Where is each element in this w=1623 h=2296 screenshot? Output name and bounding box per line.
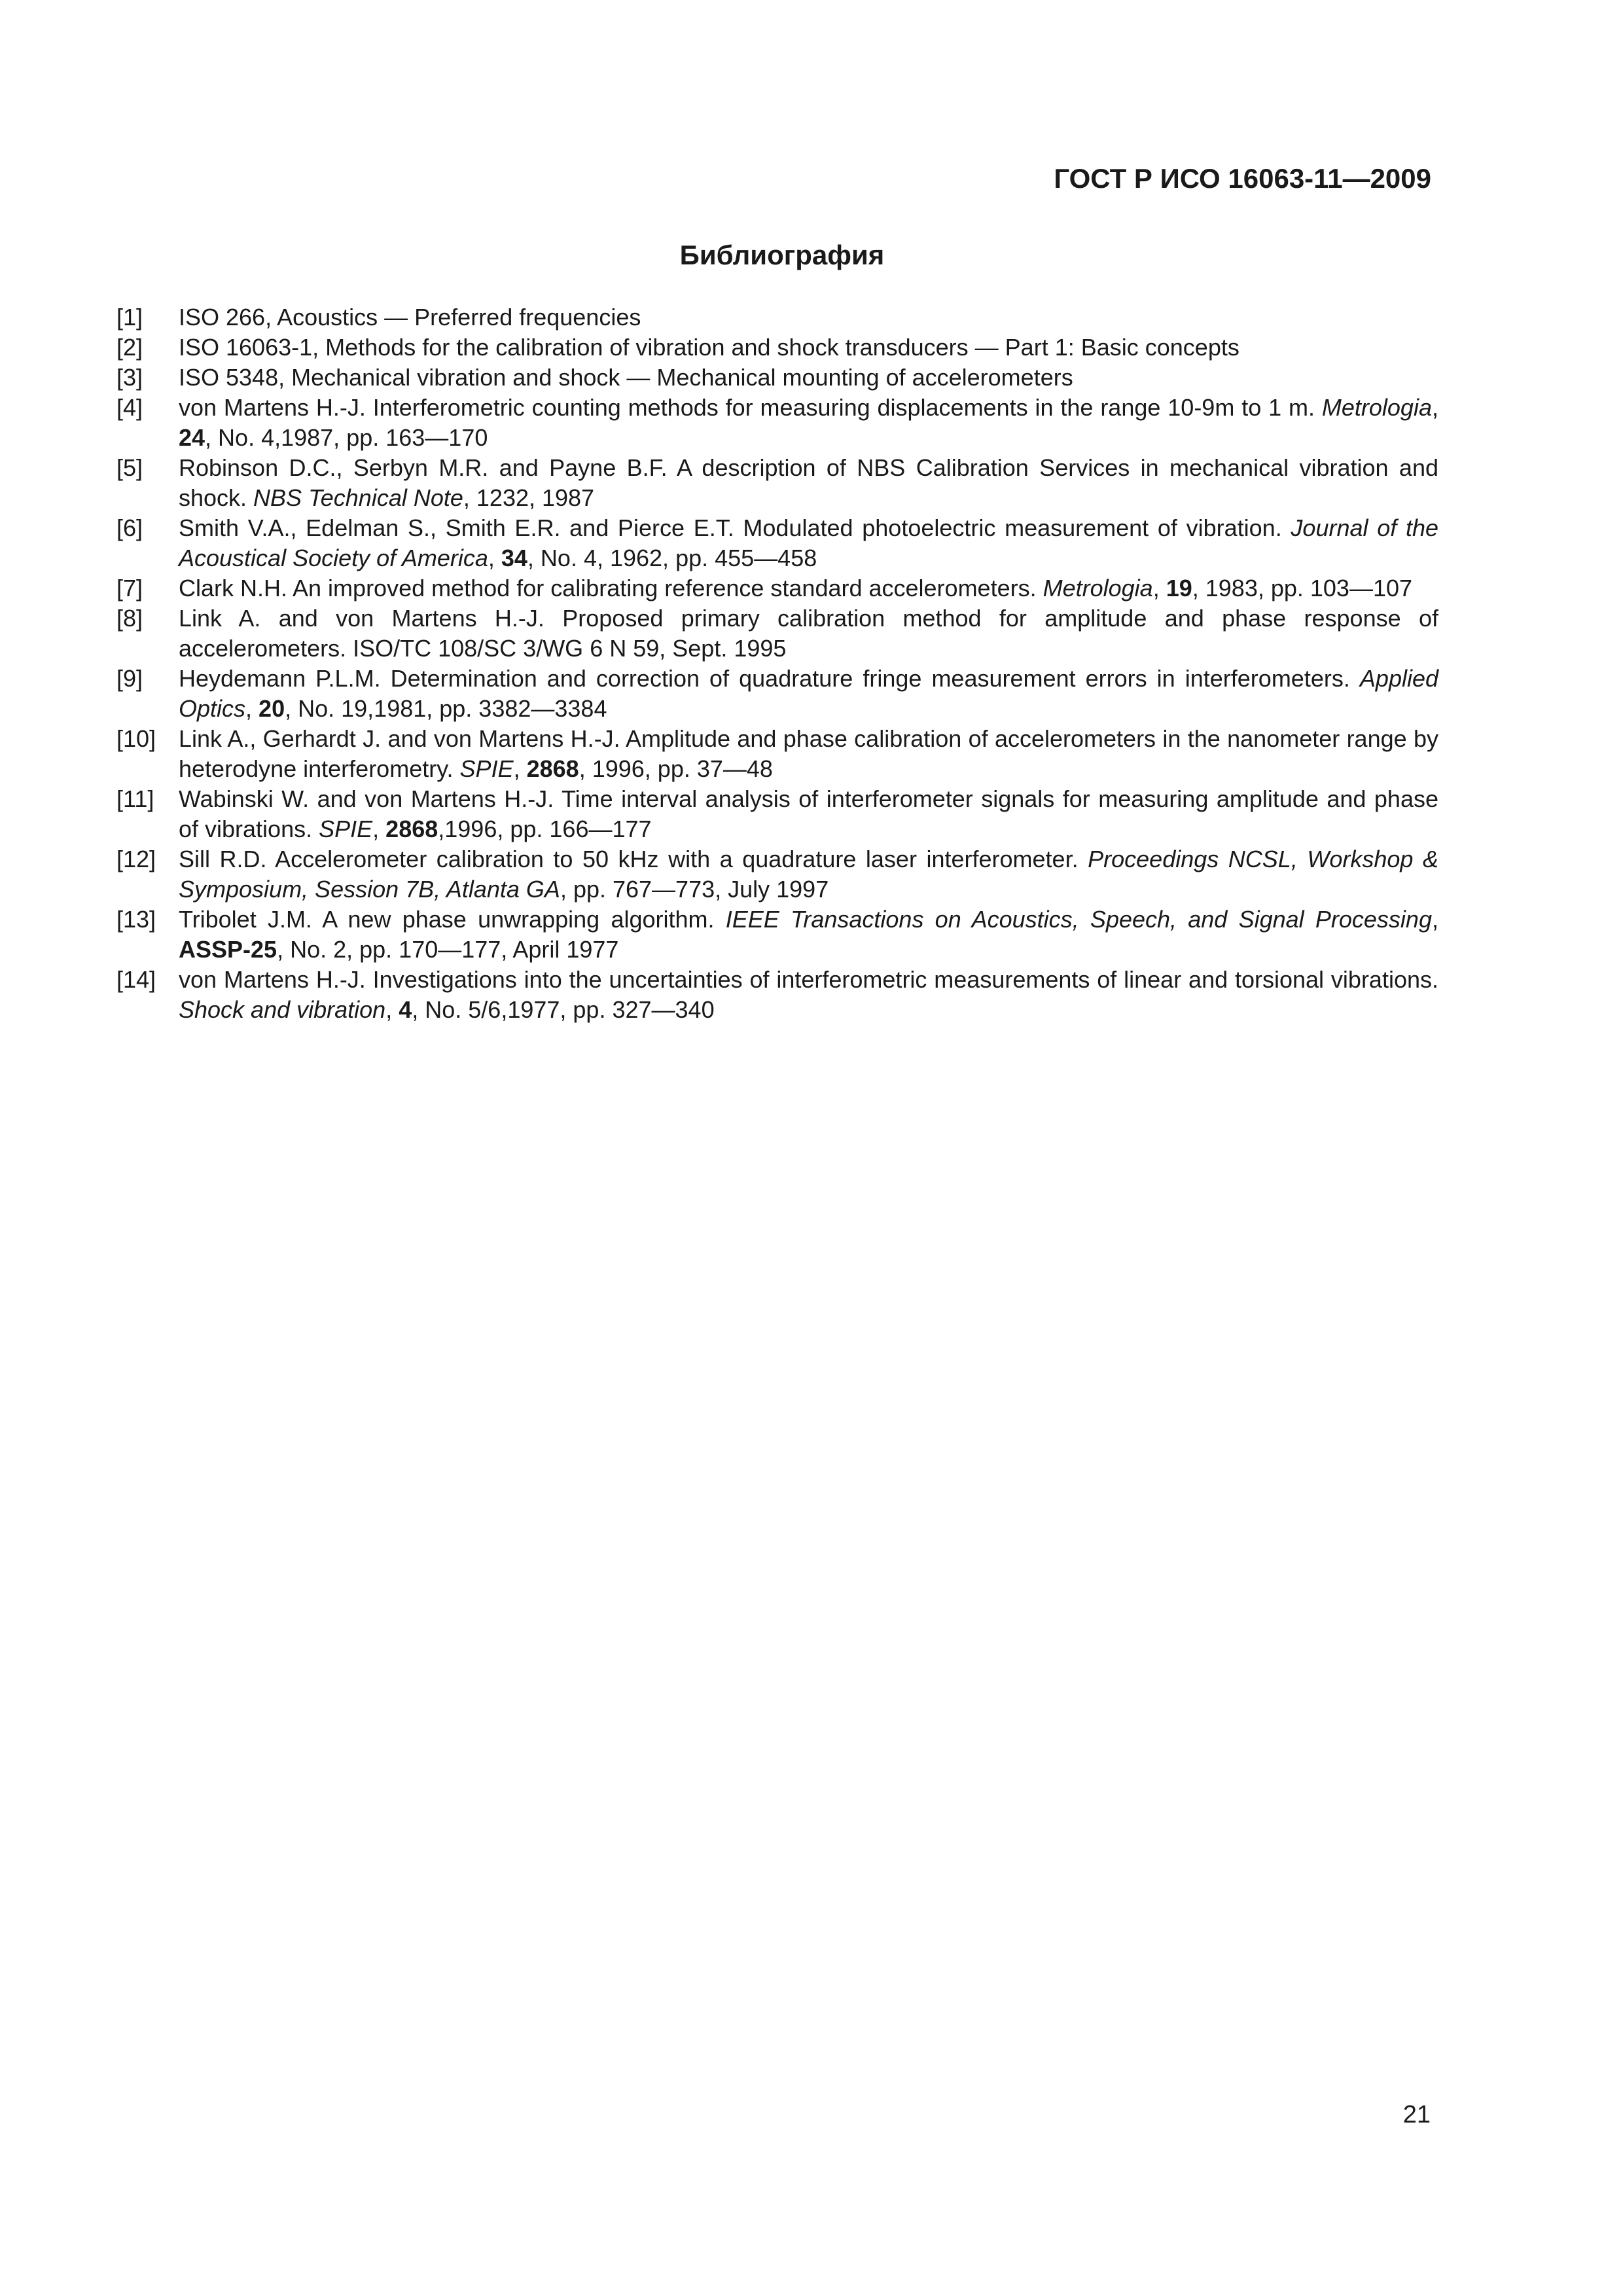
reference-text-part: , (488, 545, 501, 571)
reference-text-part: Link A., Gerhardt J. and von Martens H.-J. Amplitude and phase calibration of accelerometers in the nanometer range by heterodyne interferometry. (179, 725, 1438, 782)
reference-text-part: 2868 (526, 755, 579, 782)
reference-number: [10] (116, 725, 156, 752)
reference-text-part: Robinson D.C., Serbyn M.R. and Payne B.F. A description of NBS Calibration Services in mechanical vibration and shock. (179, 454, 1438, 511)
reference-item (116, 573, 1438, 603)
reference-item (116, 513, 1438, 573)
reference-text-part: 20 (259, 695, 285, 722)
reference-text-part: , No. 4,1987, pp. 163—170 (205, 424, 488, 451)
reference-number: [8] (116, 605, 143, 632)
reference-text-part: Sill R.D. Accelerometer calibration to 50 kHz with a quadrature laser interferometer. (179, 846, 1088, 872)
reference-text (179, 304, 641, 331)
reference-text-part: ISO 5348, Mechanical vibration and shock — Mechanical mounting of accelerometers (179, 364, 1073, 391)
reference-text (179, 364, 1073, 391)
reference-item (116, 724, 1438, 784)
reference-text-part: , 1232, 1987 (463, 484, 595, 511)
reference-text-part: Link A. and von Martens H.-J. Proposed primary calibration method for amplitude and phase response of accelerometers. ISO/TC 108/SC 3/WG 6 N 59, Sept. 1995 (179, 605, 1438, 662)
reference-text (179, 906, 1438, 963)
reference-text-part: Proceedings NCSL, Workshop & Symposium, Session 7B, Atlanta GA (179, 846, 1438, 903)
reference-text (179, 846, 1438, 903)
reference-number: [13] (116, 906, 156, 933)
reference-number: [2] (116, 334, 143, 361)
reference-text-part: Smith V.A., Edelman S., Smith E.R. and Pierce E.T. Modulated photoelectric measurement of vibration. (179, 514, 1291, 541)
reference-text-part: , 1996, pp. 37—48 (579, 755, 773, 782)
reference-number: [9] (116, 665, 143, 692)
reference-text (179, 966, 1438, 1023)
reference-text-part: , (385, 996, 399, 1023)
reference-number: [3] (116, 364, 143, 391)
reference-number: [7] (116, 575, 143, 601)
reference-text-part: von Martens H.-J. Interferometric counting methods for measuring displacements in the range 10-9m to 1 m. (179, 394, 1322, 421)
reference-item (116, 332, 1438, 363)
reference-number: [11] (116, 785, 154, 812)
reference-text-part: , (1431, 906, 1438, 933)
reference-text-part: IEEE Transactions on Acoustics, Speech, and Signal Processing (725, 906, 1432, 933)
reference-text-part: , No. 19,1981, pp. 3382—3384 (285, 695, 607, 722)
reference-list (116, 302, 1438, 1025)
reference-item (116, 302, 1438, 332)
reference-text-part: Heydemann P.L.M. Determination and correction of quadrature fringe measurement errors in interferometers. (179, 665, 1360, 692)
reference-text-part: , No. 4, 1962, pp. 455—458 (527, 545, 817, 571)
reference-text-part: Metrologia (1043, 575, 1153, 601)
bibliography-title: Библиография (679, 240, 885, 270)
reference-text-part: ISO 266, Acoustics — Preferred frequencies (179, 304, 641, 331)
reference-item (116, 844, 1438, 905)
reference-text-part: SPIE (319, 816, 373, 842)
reference-text (179, 454, 1438, 511)
reference-text-part: , (513, 755, 527, 782)
reference-text (179, 665, 1438, 722)
reference-item (116, 965, 1438, 1025)
reference-number: [12] (116, 846, 156, 872)
reference-number: [4] (116, 394, 143, 421)
reference-text (179, 605, 1438, 662)
reference-number: [1] (116, 304, 143, 331)
reference-text-part: Wabinski W. and von Martens H.-J. Time interval analysis of interferometer signals for measuring amplitude and phase of vibrations. (179, 785, 1438, 842)
reference-text-part: , (372, 816, 386, 842)
reference-text-part: , (1431, 394, 1438, 421)
standard-code-header: ГОСТ Р ИСО 16063-11—2009 (1054, 163, 1431, 194)
reference-text (179, 785, 1438, 842)
reference-text-part: , (245, 695, 259, 722)
reference-text-part: 24 (179, 424, 205, 451)
reference-text-part: , pp. 767—773, July 1997 (560, 876, 829, 903)
reference-text-part: , No. 5/6,1977, pp. 327—340 (412, 996, 715, 1023)
reference-item (116, 664, 1438, 724)
reference-text-part: ,1996, pp. 166—177 (438, 816, 652, 842)
reference-text (179, 575, 1412, 601)
reference-text-part: , (1152, 575, 1166, 601)
reference-text-part: NBS Technical Note (253, 484, 463, 511)
reference-number: [14] (116, 966, 156, 993)
reference-item (116, 603, 1438, 664)
reference-text-part: 34 (501, 545, 527, 571)
reference-item (116, 453, 1438, 513)
reference-text-part: Journal of the Acoustical Society of America (179, 514, 1438, 571)
reference-text-part: 2868 (385, 816, 438, 842)
reference-item (116, 905, 1438, 965)
page-number: 21 (1402, 2101, 1431, 2128)
reference-text-part: Tribolet J.M. A new phase unwrapping algorithm. (179, 906, 726, 933)
reference-text-part: ASSP-25 (179, 936, 277, 963)
reference-text-part: 19 (1166, 575, 1192, 601)
reference-text (179, 514, 1438, 571)
reference-text-part: Clark N.H. An improved method for calibrating reference standard accelerometers. (179, 575, 1043, 601)
reference-text-part: , No. 2, pp. 170—177, April 1977 (277, 936, 619, 963)
reference-number: [6] (116, 514, 143, 541)
reference-text (179, 394, 1438, 451)
reference-text-part: Shock and vibration (179, 996, 386, 1023)
reference-text-part: 4 (399, 996, 412, 1023)
reference-text (179, 725, 1438, 782)
reference-text-part: , 1983, pp. 103—107 (1192, 575, 1413, 601)
reference-text-part: Metrologia (1321, 394, 1432, 421)
reference-text (179, 334, 1240, 361)
reference-item (116, 784, 1438, 844)
reference-number: [5] (116, 454, 143, 481)
reference-text-part: SPIE (459, 755, 514, 782)
reference-item (116, 393, 1438, 453)
reference-text-part: Applied Optics (179, 665, 1438, 722)
reference-text-part: von Martens H.-J. Investigations into the uncertainties of interferometric measurements of linear and torsional vibrations. (179, 966, 1438, 993)
reference-item (116, 363, 1438, 393)
reference-text-part: ISO 16063-1, Methods for the calibration of vibration and shock transducers — Part 1: Basic concepts (179, 334, 1240, 361)
